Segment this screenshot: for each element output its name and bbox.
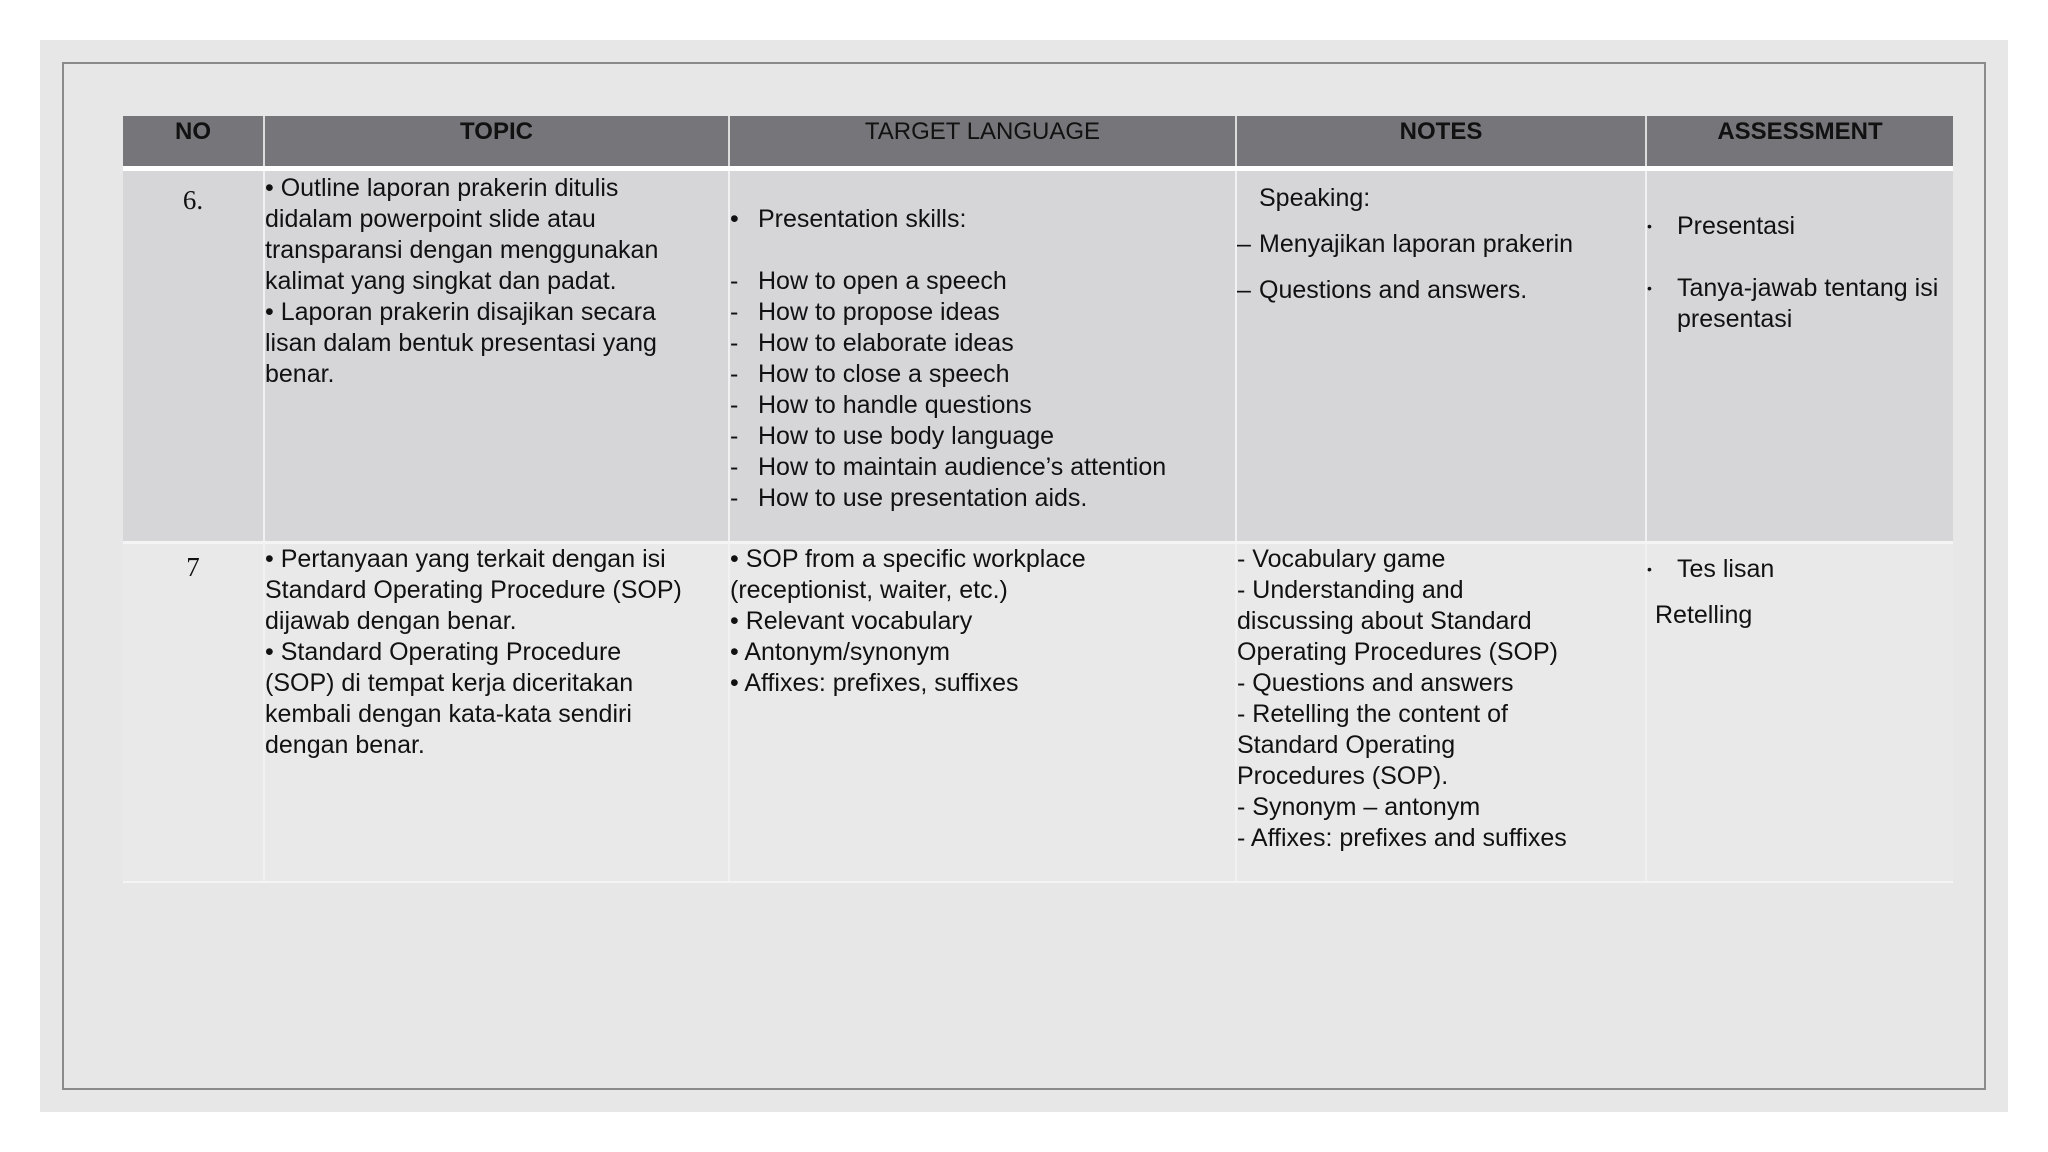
header-target-language: TARGET LANGUAGE (729, 116, 1236, 169)
assessment-item: • Presentasi (1647, 212, 1796, 240)
notes-line: - Retelling the content of (1237, 700, 1508, 728)
topic-line: kembali dengan kata-kata sendiri (265, 700, 632, 728)
target-line: (receptionist, waiter, etc.) (730, 576, 1008, 604)
target-item: - How to propose ideas (730, 298, 1000, 326)
assessment-item: • Tanya-jawab tentang isi presentasi (1647, 274, 1939, 333)
notes-line: Procedures (SOP). (1237, 762, 1449, 790)
target-line: • Antonym/synonym (730, 638, 950, 666)
target-item: - How to maintain audience’s attention (730, 453, 1167, 481)
header-notes: NOTES (1236, 116, 1646, 169)
table-header-row (123, 116, 1953, 169)
assessment-extra: Retelling (1655, 601, 1753, 629)
notes-heading: Speaking: (1259, 184, 1371, 212)
topic-line: Standard Operating Procedure (SOP) (265, 576, 682, 604)
cell-assessment (1646, 543, 1953, 883)
topic-line: kalimat yang singkat dan padat. (265, 267, 617, 295)
notes-item: – Questions and answers. (1237, 276, 1528, 304)
cell-topic (264, 169, 729, 543)
notes-line: - Vocabulary game (1237, 545, 1446, 573)
target-item: - How to open a speech (730, 267, 1007, 295)
topic-line: lisan dalam bentuk presentasi yang (265, 329, 657, 357)
target-item: - How to use body language (730, 422, 1055, 450)
topic-line: • Standard Operating Procedure (265, 638, 622, 666)
notes-line: Standard Operating (1237, 731, 1456, 759)
target-heading: • Presentation skills: (730, 205, 967, 233)
cell-notes (1236, 543, 1646, 883)
notes-line: - Affixes: prefixes and suffixes (1237, 824, 1567, 852)
cell-no: 7 (123, 543, 264, 883)
assessment-item: • Tes lisan (1647, 555, 1775, 583)
topic-line: • Laporan prakerin disajikan secara (265, 298, 656, 326)
cell-target-language (729, 543, 1236, 883)
notes-item: – Menyajikan laporan prakerin (1237, 230, 1574, 258)
target-line: • Relevant vocabulary (730, 607, 973, 635)
notes-line: discussing about Standard (1237, 607, 1532, 635)
cell-no: 6. (123, 169, 264, 543)
topic-line: dengan benar. (265, 731, 425, 759)
header-topic: TOPIC (264, 116, 729, 169)
notes-line: Operating Procedures (SOP) (1237, 638, 1558, 666)
notes-line: - Synonym – antonym (1237, 793, 1481, 821)
topic-line: transparansi dengan menggunakan (265, 236, 659, 264)
cell-assessment (1646, 169, 1953, 543)
header-assessment: ASSESSMENT (1646, 116, 1953, 169)
topic-line: dijawab dengan benar. (265, 607, 517, 635)
table-row (123, 543, 1953, 883)
cell-target-language (729, 169, 1236, 543)
cell-topic (264, 543, 729, 883)
topic-line: benar. (265, 360, 335, 388)
target-line: • SOP from a specific workplace (730, 545, 1086, 573)
cell-notes (1236, 169, 1646, 543)
topic-line: • Outline laporan prakerin ditulis (265, 174, 619, 202)
topic-line: (SOP) di tempat kerja diceritakan (265, 669, 634, 697)
table-row (123, 169, 1953, 543)
topic-line: • Pertanyaan yang terkait dengan isi (265, 545, 666, 573)
header-no: NO (123, 116, 264, 169)
target-item: - How to close a speech (730, 360, 1010, 388)
notes-line: - Questions and answers (1237, 669, 1514, 697)
target-item: - How to handle questions (730, 391, 1032, 419)
notes-line: - Understanding and (1237, 576, 1464, 604)
target-item: - How to elaborate ideas (730, 329, 1014, 357)
lesson-plan-table (123, 116, 1953, 883)
topic-line: didalam powerpoint slide atau (265, 205, 596, 233)
target-line: • Affixes: prefixes, suffixes (730, 669, 1019, 697)
target-item: - How to use presentation aids. (730, 484, 1088, 512)
